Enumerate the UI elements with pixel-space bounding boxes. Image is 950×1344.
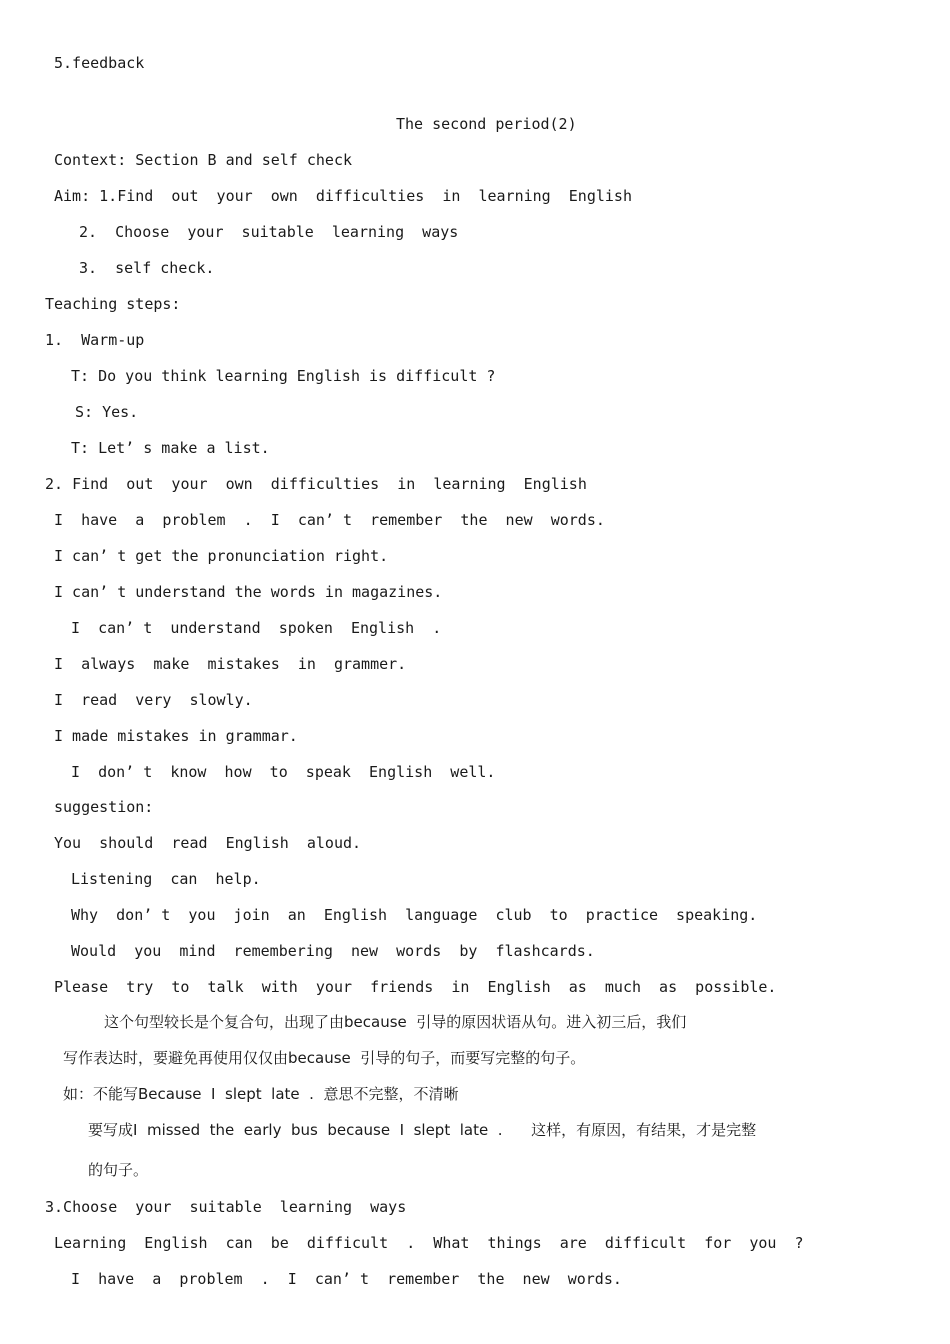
grammar-note-example-3: 的句子。 <box>88 1161 149 1179</box>
grammar-note-example-2: 要写成I missed the early bus because I slept late . 这样，有原因，有结果，才是完整 <box>88 1121 757 1139</box>
suggestion-heading: suggestion: <box>54 798 154 816</box>
difficulty-item: I can’ t understand the words in magazines. <box>54 583 443 601</box>
dialogue-teacher-1: T: Do you think learning English is difficult ? <box>71 367 496 385</box>
step-choose-ways: 3.Choose your suitable learning ways <box>45 1198 407 1216</box>
difficulty-item: I have a problem . I can’ t remember the new words. <box>54 511 605 529</box>
suggestion-item: Listening can help. <box>71 870 261 888</box>
grammar-note-example-1: 如：不能写Because I slept late . 意思不完整，不清晰 <box>63 1085 459 1103</box>
choose-ways-answer: I have a problem . I can’ t remember the new words. <box>71 1270 622 1288</box>
difficulty-item: I read very slowly. <box>54 691 253 709</box>
suggestion-item: Please try to talk with your friends in English as much as possible. <box>54 978 777 996</box>
difficulty-item: I can’ t understand spoken English . <box>71 619 442 637</box>
teaching-steps-heading: Teaching steps: <box>45 295 181 313</box>
grammar-note-line-1: 这个句型较长是个复合句，出现了由because 引导的原因状语从句。进入初三后，我们 <box>104 1013 687 1031</box>
choose-ways-question: Learning English can be difficult . What things are difficult for you ? <box>54 1234 804 1252</box>
period-title: The second period(2) <box>396 115 577 133</box>
grammar-note-line-2: 写作表达时，要避免再使用仅仅由because 引导的句子，而要写完整的句子。 <box>63 1049 586 1067</box>
aim-line-3: 3. self check. <box>79 259 215 277</box>
step-warm-up: 1. Warm-up <box>45 331 145 349</box>
difficulty-item: I made mistakes in grammar. <box>54 727 298 745</box>
section-feedback: 5.feedback <box>54 54 145 72</box>
context-line: Context: Section B and self check <box>54 151 353 169</box>
difficulty-item: I can’ t get the pronunciation right. <box>54 547 389 565</box>
suggestion-item: You should read English aloud. <box>54 834 362 852</box>
suggestion-item: Why don’ t you join an English language club to practice speaking. <box>71 906 758 924</box>
difficulty-item: I always make mistakes in grammer. <box>54 655 407 673</box>
dialogue-teacher-2: T: Let’ s make a list. <box>71 439 270 457</box>
aim-line-1: Aim: 1.Find out your own difficulties in learning English <box>54 187 632 205</box>
suggestion-item: Would you mind remembering new words by flashcards. <box>71 942 595 960</box>
aim-line-2: 2. Choose your suitable learning ways <box>79 223 459 241</box>
difficulty-item: I don’ t know how to speak English well. <box>71 763 496 781</box>
dialogue-student: S: Yes. <box>75 403 139 421</box>
step-find-difficulties: 2. Find out your own difficulties in learning English <box>45 475 587 493</box>
